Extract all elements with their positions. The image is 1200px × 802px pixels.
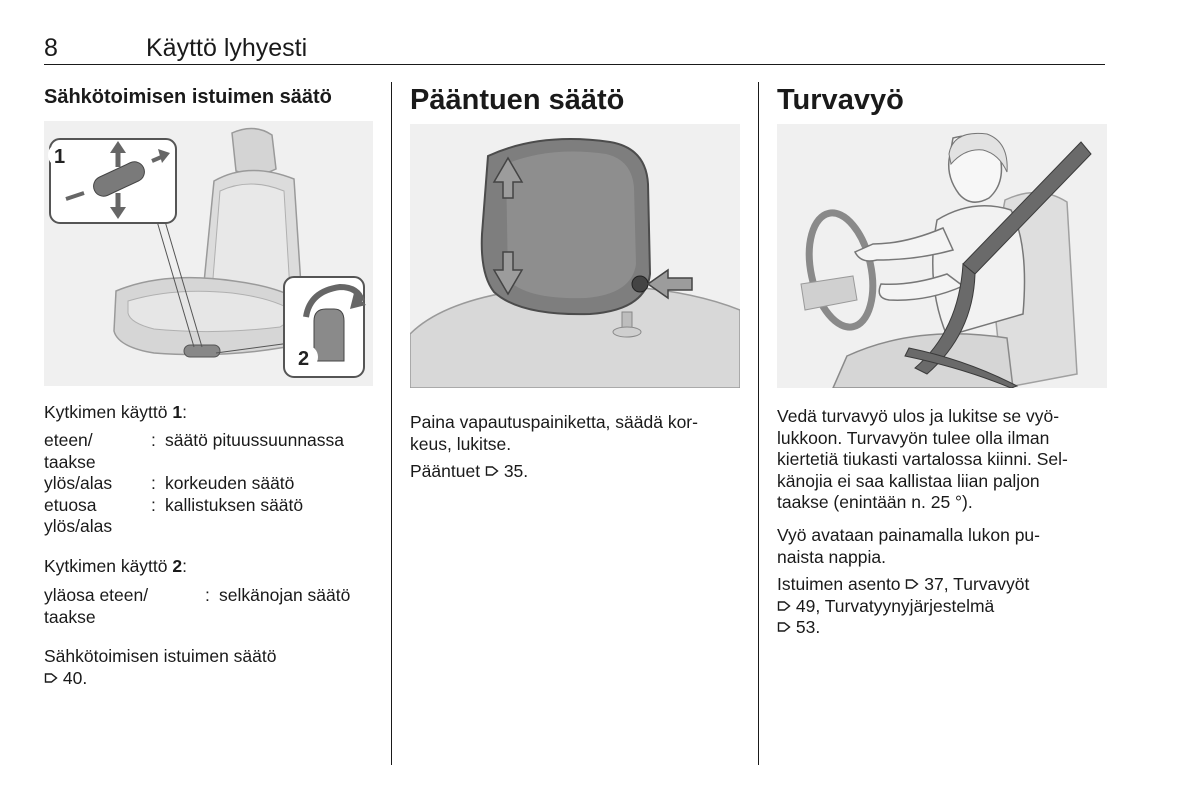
reference-page-link[interactable]: 49, Turvatyynyjärjestelmä xyxy=(795,595,995,616)
switch2-number: 2 xyxy=(172,556,183,576)
reference-page-link[interactable]: 40. xyxy=(62,667,88,688)
description: korkeuden säätö xyxy=(165,473,295,493)
paragraph-line: Vedä turvavyö ulos ja lukitse se vyö- xyxy=(777,406,1060,426)
description: säätö pituussuunnassa xyxy=(165,430,345,450)
table-row xyxy=(44,473,376,495)
table-row xyxy=(44,585,376,607)
table-row xyxy=(44,516,376,538)
switch2-table xyxy=(44,585,376,628)
seat-drawing xyxy=(44,121,373,386)
instruction-line: keus, lukitse. xyxy=(410,433,512,454)
inset-label-2: 2 xyxy=(298,348,310,370)
head-restraint-heading: Pääntuen säätö xyxy=(410,84,625,116)
power-seat-illustration xyxy=(44,121,373,386)
term: ylös/alas xyxy=(44,473,113,493)
term: taakse xyxy=(44,451,96,472)
header-rule xyxy=(44,64,1105,65)
reference-text: Istuimen asento xyxy=(777,574,901,594)
seat-belt-paragraph-2 xyxy=(777,525,1040,568)
seat-belt-illustration xyxy=(777,124,1107,388)
separator: : xyxy=(151,494,156,515)
paragraph-line: Vyö avataan painamalla lukon pu- xyxy=(777,525,1040,545)
head-restraint-illustration xyxy=(410,124,740,388)
paragraph-line: kiertetiä tiukasti vartalossa kiinni. Sel- xyxy=(777,449,1068,469)
reference-text: Sähkötoimisen istuimen säätö xyxy=(44,646,277,666)
table-row xyxy=(44,495,376,517)
head-restraint-instructions xyxy=(410,412,698,455)
term: etuosa xyxy=(44,494,97,515)
seat-belt-references xyxy=(777,574,1029,639)
page-reference-icon xyxy=(777,620,791,634)
switch2-caption-text: Kytkimen käyttö xyxy=(44,556,173,576)
running-header-title: Käyttö lyhyesti xyxy=(146,34,308,62)
head-restraint-reference xyxy=(410,461,528,483)
power-seat-heading: Sähkötoimisen istuimen säätö xyxy=(44,86,332,108)
paragraph-line: känojia ei saa kallistaa liian paljon xyxy=(777,470,1040,491)
column-divider-1 xyxy=(391,82,392,765)
reference-page-link[interactable]: 37, Turvavyöt xyxy=(924,574,1030,594)
reference-page-link[interactable]: 35. xyxy=(503,461,529,481)
term: ylös/alas xyxy=(44,516,113,536)
page-reference-icon xyxy=(777,599,791,613)
table-row xyxy=(44,607,376,629)
term: eteen/ xyxy=(44,430,93,450)
head-restraint-drawing xyxy=(410,124,740,388)
page-reference-icon xyxy=(44,671,58,685)
seat-belt-heading: Turvavyö xyxy=(777,84,904,116)
seat-belt-paragraph-1 xyxy=(777,406,1068,514)
description: kallistuksen säätö xyxy=(165,494,304,515)
separator: : xyxy=(151,473,156,493)
paragraph-line: naista nappia. xyxy=(777,546,886,567)
separator: : xyxy=(205,585,210,605)
switch2-caption xyxy=(44,556,187,578)
page-number: 8 xyxy=(44,34,58,62)
switch1-caption-text: Kytkimen käyttö xyxy=(44,402,173,422)
column-divider-2 xyxy=(758,82,759,765)
table-row xyxy=(44,430,376,452)
description: selkänojan säätö xyxy=(219,585,351,605)
power-seat-reference xyxy=(44,646,276,689)
inset-label-1: 1 xyxy=(54,146,66,168)
reference-text: Pääntuet xyxy=(410,461,481,481)
term: taakse xyxy=(44,606,96,627)
seat-belt-drawing xyxy=(777,124,1107,388)
switch1-caption xyxy=(44,402,187,424)
paragraph-line: taakse (enintään n. 25 °). xyxy=(777,492,973,512)
reference-page-link[interactable]: 53. xyxy=(795,617,821,637)
instruction-line: Paina vapautuspainiketta, säädä kor- xyxy=(410,412,698,432)
switch1-table xyxy=(44,430,376,538)
table-row xyxy=(44,452,376,474)
switch2-caption-colon: : xyxy=(182,556,187,576)
page-reference-icon xyxy=(485,464,499,478)
separator: : xyxy=(151,430,156,450)
switch1-number: 1 xyxy=(172,402,183,422)
paragraph-line: lukkoon. Turvavyön tulee olla ilman xyxy=(777,427,1050,448)
term: yläosa eteen/ xyxy=(44,585,149,605)
switch1-caption-colon: : xyxy=(182,402,187,422)
page-reference-icon xyxy=(905,577,919,591)
